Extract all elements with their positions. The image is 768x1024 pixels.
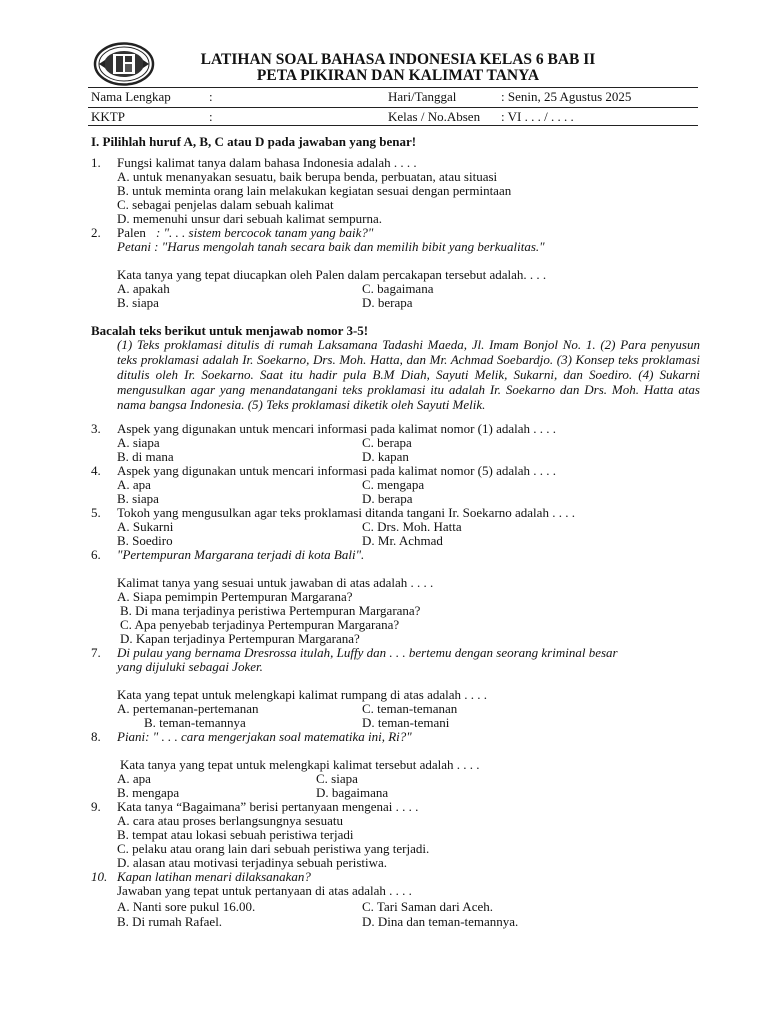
q1-option-c[interactable]: C. sebagai penjelas dalam sebuah kalimat: [117, 197, 334, 212]
q1-option-a[interactable]: A. untuk menanyakan sesuatu, baik berupa benda, perbuatan, atau situasi: [117, 169, 498, 184]
q5-number: 5.: [91, 505, 101, 520]
q2-option-c[interactable]: C. bagaimana: [362, 281, 434, 296]
q1-option-b[interactable]: B. untuk meminta orang lain melakukan kegiatan sesuai dengan permintaan: [117, 183, 512, 198]
q8-option-c[interactable]: C. siapa: [316, 771, 358, 786]
q9-number: 9.: [91, 799, 101, 814]
q1-text: Fungsi kalimat tanya dalam bahasa Indonesia adalah . . . .: [117, 155, 417, 170]
kktp-colon: :: [209, 109, 213, 124]
class-label: Kelas / No.Absen: [388, 109, 481, 124]
q3-option-d[interactable]: D. kapan: [362, 449, 409, 464]
passage-text: (1) Teks proklamasi ditulis di rumah Laksamana Tadashi Maeda, Jl. Imam Bonjol No. 1. (2) Para penyusun teks proklamasi adalah Ir. Soekarno, Drs. Moh. Hatta, dan Mr. Achmad Soebardjo. (3) Konsep teks proklamasi ditulis oleh Ir. Soekarno. Saat itu hadir pula B.M Diah, Sayuti Melik, Sukarni, dan Soediro. (4) Sukarni mengusulkan agar yang menandatangani teks proklamasi itu adalah Ir. Soekarno dan Drs. Moh. Hatta atas nama bangsa Indonesia. (5) Teks proklamasi diketik oleh Sayuti Melik.: [117, 337, 700, 412]
q2-speaker: Palen: [117, 225, 146, 240]
q8-option-d[interactable]: D. bagaimana: [316, 785, 389, 800]
q9-option-b[interactable]: B. tempat atau lokasi sebuah peristiwa terjadi: [117, 827, 354, 842]
q9-option-c[interactable]: C. pelaku atau orang lain dari sebuah peristiwa yang terjadi.: [117, 841, 430, 856]
q4-text: Aspek yang digunakan untuk mencari informasi pada kalimat nomor (5) adalah . . . .: [117, 463, 556, 478]
q6-option-b[interactable]: B. Di mana terjadinya peristiwa Pertempuran Margarana?: [120, 603, 421, 618]
q8-quote: Piani: " . . . cara mengerjakan soal matematika ini, Ri?": [117, 729, 412, 744]
class-value: : VI . . . / . . . .: [501, 109, 574, 124]
q6-option-c[interactable]: C. Apa penyebab terjadinya Pertempuran Margarana?: [120, 617, 400, 632]
q5-option-a[interactable]: A. Sukarni: [117, 519, 174, 534]
q4-number: 4.: [91, 463, 101, 478]
q10-option-a[interactable]: A. Nanti sore pukul 16.00.: [117, 899, 256, 914]
q7-option-c[interactable]: C. teman-temanan: [362, 701, 458, 716]
passage-heading: Bacalah teks berikut untuk menjawab nomor 3-5!: [91, 323, 369, 338]
q7-option-d[interactable]: D. teman-temani: [362, 715, 450, 730]
q2-question: Kata tanya yang tepat diucapkan oleh Palen dalam percakapan tersebut adalah. . . .: [117, 267, 547, 282]
date-label: Hari/Tanggal: [388, 89, 457, 104]
q10-option-c[interactable]: C. Tari Saman dari Aceh.: [362, 899, 493, 914]
kktp-label: KKTP: [91, 109, 125, 124]
q1-option-d[interactable]: D. memenuhi unsur dari sebuah kalimat sempurna.: [117, 211, 382, 226]
q1-number: 1.: [91, 155, 101, 170]
q7-quote-line2: yang dijuluki sebagai Joker.: [117, 659, 263, 674]
section-instruction: I. Pilihlah huruf A, B, C atau D pada jawaban yang benar!: [91, 134, 417, 149]
q6-option-d[interactable]: D. Kapan terjadinya Pertempuran Margarana?: [120, 631, 360, 646]
q5-option-c[interactable]: C. Drs. Moh. Hatta: [362, 519, 462, 534]
q8-option-b[interactable]: B. mengapa: [117, 785, 180, 800]
q9-option-d[interactable]: D. alasan atau motivasi terjadinya sebuah peristiwa.: [117, 855, 388, 870]
q7-quote-line1: Di pulau yang bernama Dresrossa itulah, Luffy dan . . . bertemu dengan seorang kriminal besar: [117, 645, 618, 660]
q10-option-d[interactable]: D. Dina dan teman-temannya.: [362, 914, 519, 929]
q8-option-a[interactable]: A. apa: [117, 771, 151, 786]
q8-question: Kata tanya yang tepat untuk melengkapi kalimat tersebut adalah . . . .: [120, 757, 480, 772]
q7-question: Kata yang tepat untuk melengkapi kalimat rumpang di atas adalah . . . .: [117, 687, 488, 702]
q6-option-a[interactable]: A. Siapa pemimpin Pertempuran Margarana?: [117, 589, 353, 604]
q6-quote: "Pertempuran Margarana terjadi di kota Bali".: [117, 547, 365, 562]
q9-option-a[interactable]: A. cara atau proses berlangsungnya sesuatu: [117, 813, 343, 828]
q2-option-b[interactable]: B. siapa: [117, 295, 159, 310]
q5-option-d[interactable]: D. Mr. Achmad: [362, 533, 443, 548]
q3-option-b[interactable]: B. di mana: [117, 449, 174, 464]
q2-dialog-line2: Petani : "Harus mengolah tanah secara baik dan memilih bibit yang berkualitas.": [117, 239, 545, 254]
q7-option-a[interactable]: A. pertemanan-pertemanan: [117, 701, 259, 716]
q7-number: 7.: [91, 645, 101, 660]
date-value: : Senin, 25 Agustus 2025: [501, 89, 632, 104]
name-colon: :: [209, 89, 213, 104]
q5-option-b[interactable]: B. Soediro: [117, 533, 173, 548]
q3-text: Aspek yang digunakan untuk mencari informasi pada kalimat nomor (1) adalah . . . .: [117, 421, 556, 436]
q4-option-d[interactable]: D. berapa: [362, 491, 413, 506]
q2-number: 2.: [91, 225, 101, 240]
worksheet-subtitle: PETA PIKIRAN DAN KALIMAT TANYA: [256, 67, 540, 84]
q4-option-b[interactable]: B. siapa: [117, 491, 159, 506]
q5-text: Tokoh yang mengusulkan agar teks proklamasi ditanda tangani Ir. Soekarno adalah . . . .: [117, 505, 575, 520]
q2-option-d[interactable]: D. berapa: [362, 295, 413, 310]
header-divider: [88, 87, 698, 88]
info-divider: [88, 107, 698, 108]
info-bottom-divider: [88, 125, 698, 126]
school-emblem-icon: [93, 42, 155, 86]
q6-number: 6.: [91, 547, 101, 562]
q7-option-b[interactable]: B. teman-temannya: [144, 715, 246, 730]
q6-question: Kalimat tanya yang sesuai untuk jawaban di atas adalah . . . .: [117, 575, 434, 590]
q10-option-b[interactable]: B. Di rumah Rafael.: [117, 914, 223, 929]
q10-quote: Kapan latihan menari dilaksanakan?: [117, 869, 311, 884]
q2-option-a[interactable]: A. apakah: [117, 281, 170, 296]
name-label: Nama Lengkap: [91, 89, 171, 104]
q3-option-c[interactable]: C. berapa: [362, 435, 412, 450]
q8-number: 8.: [91, 729, 101, 744]
q10-question: Jawaban yang tepat untuk pertanyaan di atas adalah . . . .: [117, 883, 412, 898]
worksheet-title: LATIHAN SOAL BAHASA INDONESIA KELAS 6 BAB II: [200, 51, 596, 68]
q3-number: 3.: [91, 421, 101, 436]
q10-number: 10.: [91, 869, 108, 884]
q4-option-c[interactable]: C. mengapa: [362, 477, 425, 492]
q2-dialog-line1: : ". . . sistem bercocok tanam yang baik?": [156, 225, 374, 240]
q4-option-a[interactable]: A. apa: [117, 477, 151, 492]
q9-text: Kata tanya “Bagaimana” berisi pertanyaan mengenai . . . .: [117, 799, 419, 814]
q3-option-a[interactable]: A. siapa: [117, 435, 160, 450]
